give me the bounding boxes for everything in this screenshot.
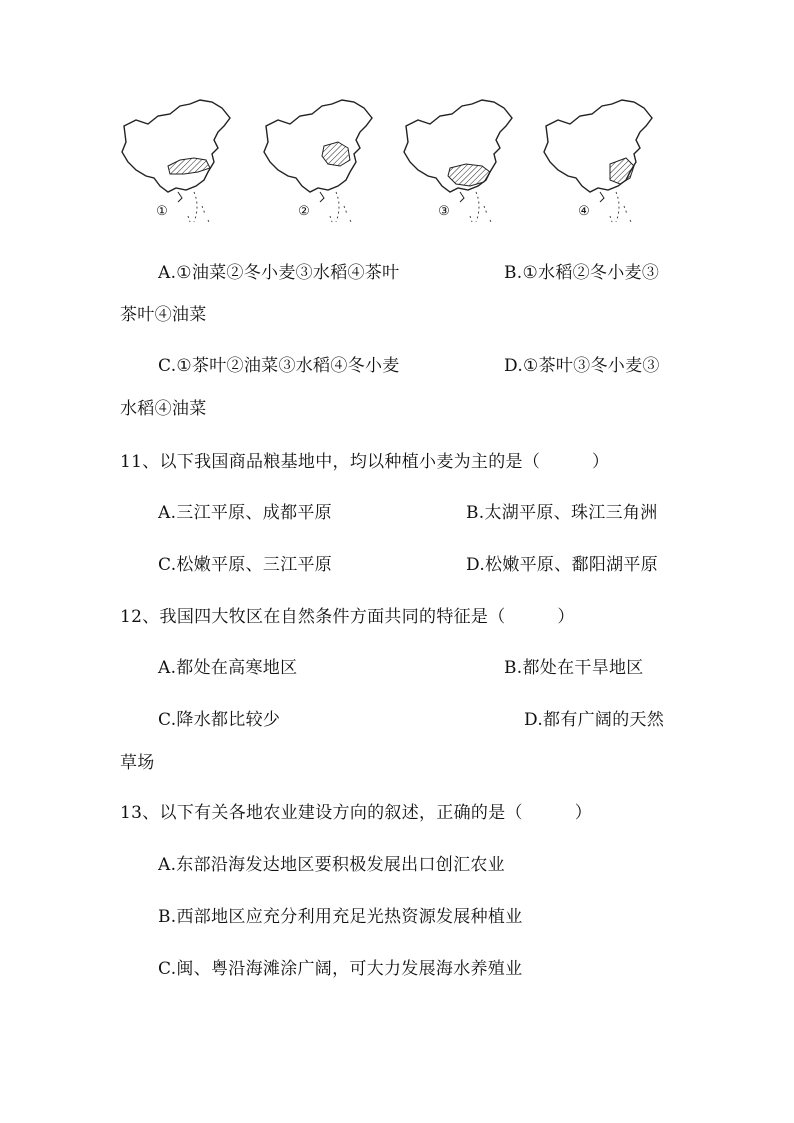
china-map-4-image bbox=[540, 96, 668, 242]
map-4 bbox=[540, 96, 668, 242]
q12-option-d-continued: 草场 bbox=[120, 753, 155, 773]
map-2-label: ② bbox=[298, 204, 310, 219]
q12-option-b: B.都处在干旱地区 bbox=[504, 658, 644, 678]
q13-stem: 13、以下有关各地农业建设方向的叙述，正确的是（ ） bbox=[120, 803, 593, 823]
q11-stem: 11、以下我国商品粮基地中，均以种植小麦为主的是（ ） bbox=[120, 452, 610, 472]
china-map-2-image bbox=[260, 96, 388, 242]
q13-option-c: C.闽、粤沿海滩涂广阔，可大力发展海水养殖业 bbox=[158, 959, 523, 979]
q11-option-a: A.三江平原、成都平原 bbox=[158, 503, 332, 523]
q11-option-b: B.太湖平原、珠江三角洲 bbox=[466, 503, 658, 523]
q13-option-a: A.东部沿海发达地区要积极发展出口创汇农业 bbox=[158, 855, 505, 875]
q12-option-d: D.都有广阔的天然 bbox=[524, 710, 665, 730]
q11-option-c: C.松嫩平原、三江平原 bbox=[158, 555, 333, 575]
q12-option-a: A.都处在高寒地区 bbox=[158, 658, 298, 678]
q12-stem: 12、我国四大牧区在自然条件方面共同的特征是（ ） bbox=[120, 607, 575, 627]
q10-option-b-continued: 茶叶④油菜 bbox=[120, 305, 207, 325]
map-1-label: ① bbox=[156, 204, 168, 219]
china-map-3-image bbox=[400, 96, 528, 242]
q10-option-a: A.①油菜②冬小麦③水稻④茶叶 bbox=[158, 263, 400, 283]
q10-option-d: D.①茶叶③冬小麦③ bbox=[504, 356, 660, 376]
map-figure-group bbox=[116, 96, 676, 246]
q10-option-d-continued: 水稻④油菜 bbox=[120, 399, 207, 419]
map-3-label: ③ bbox=[438, 204, 450, 219]
map-1 bbox=[118, 96, 246, 242]
china-map-1-image bbox=[118, 96, 246, 242]
map-3 bbox=[400, 96, 528, 242]
map-4-label: ④ bbox=[578, 204, 590, 219]
q11-option-d: D.松嫩平原、鄱阳湖平原 bbox=[466, 555, 659, 575]
q10-option-c: C.①茶叶②油菜③水稻④冬小麦 bbox=[158, 356, 400, 376]
q10-option-b: B.①水稻②冬小麦③ bbox=[504, 263, 660, 283]
map-2 bbox=[260, 96, 388, 242]
q12-option-c: C.降水都比较少 bbox=[158, 710, 281, 730]
q13-option-b: B.西部地区应充分利用充足光热资源发展种植业 bbox=[158, 907, 523, 927]
